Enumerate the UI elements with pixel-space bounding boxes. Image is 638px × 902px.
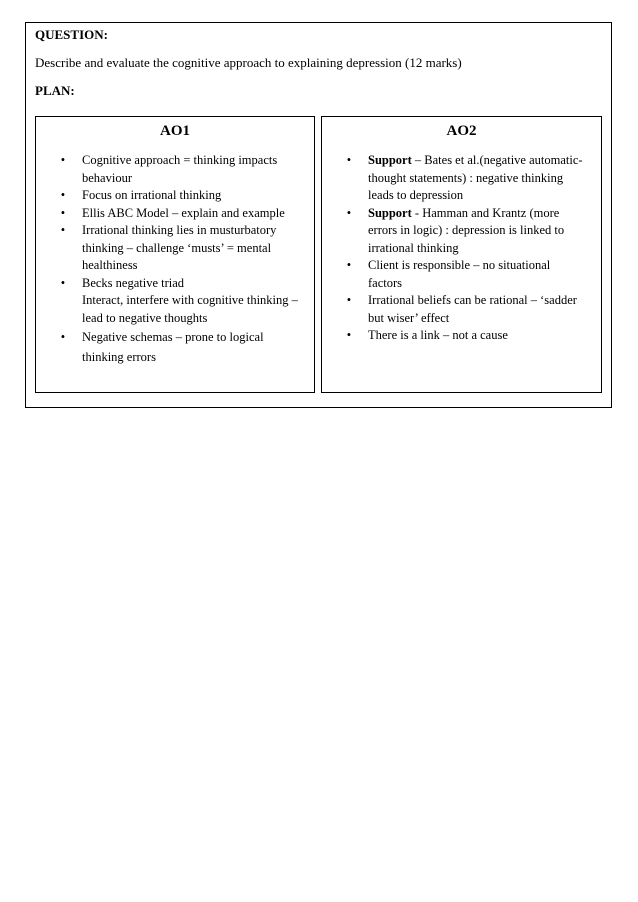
bullet-icon: • <box>346 328 352 342</box>
list-item: • Negative schemas – prone to logical thinking errors <box>58 329 304 366</box>
list-item: • Support – Bates et al.(negative automatic- thought statements) : negative thinking leads to depression <box>344 152 591 205</box>
bullet-icon: • <box>346 293 352 307</box>
bullet-icon: • <box>60 275 66 290</box>
ao1-list <box>58 152 304 366</box>
list-item: • Support - Hamman and Krantz (more errors in logic) : depression is linked to irrational thinking <box>344 205 591 258</box>
bullet-icon: • <box>60 188 66 202</box>
bullet-icon: • <box>346 205 352 220</box>
question-plan-frame <box>25 22 612 408</box>
bullet-icon: • <box>60 153 66 167</box>
list-item: • Cognitive approach = thinking impacts behaviour <box>58 152 304 187</box>
list-item: • Focus on irrational thinking <box>58 187 304 205</box>
bullet-icon: • <box>346 258 352 272</box>
question-heading: QUESTION: <box>35 27 108 42</box>
ao2-title: AO2 <box>446 123 477 139</box>
support-label: Support <box>368 153 412 167</box>
list-item: • Irrational thinking lies in musturbatory thinking – challenge ‘musts’ = mental healthiness <box>58 222 304 275</box>
bullet-icon: • <box>60 223 66 237</box>
list-item: • Ellis ABC Model – explain and example <box>58 205 304 223</box>
bullet-icon: • <box>60 330 66 344</box>
support-label: Support <box>368 205 412 220</box>
ao2-list <box>344 152 591 345</box>
ao1-box <box>35 116 315 393</box>
list-item: • There is a link – not a cause <box>344 327 591 345</box>
ao2-box <box>321 116 602 393</box>
question-text: Describe and evaluate the cognitive approach to explaining depression (12 marks) <box>35 55 462 70</box>
ao1-title: AO1 <box>160 123 190 139</box>
list-item: • Client is responsible – no situational factors <box>344 257 591 292</box>
list-item: • Irrational beliefs can be rational – ‘sadder but wiser’ effect <box>344 292 591 327</box>
plan-heading: PLAN: <box>35 83 75 98</box>
bullet-icon: • <box>346 153 352 167</box>
list-item: • Becks negative triad Interact, interfere with cognitive thinking – lead to negative thoughts <box>58 275 304 328</box>
bullet-icon: • <box>60 205 66 220</box>
